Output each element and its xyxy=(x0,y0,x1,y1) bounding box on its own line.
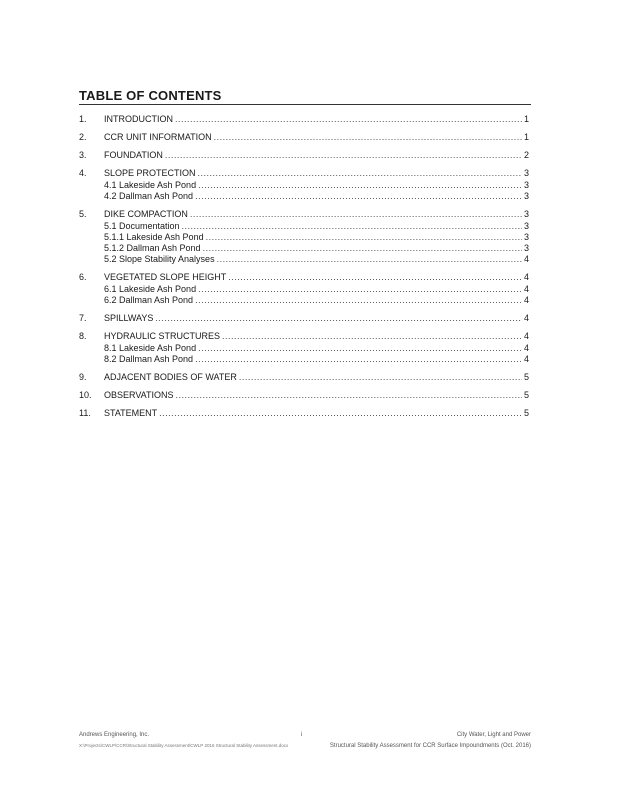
toc-entry-label: INTRODUCTION xyxy=(104,114,173,124)
toc-entry-number: 6. xyxy=(79,272,87,282)
toc-entry xyxy=(79,209,529,220)
toc-entry-page: 3 xyxy=(523,191,529,201)
toc-entry-label: 5.1.1 Lakeside Ash Pond xyxy=(104,232,204,242)
toc-entry-label: VEGETATED SLOPE HEIGHT xyxy=(104,272,227,282)
toc-leader-dots xyxy=(182,221,522,232)
footer-client: City Water, Light and Power xyxy=(456,732,531,738)
toc-entry-page: 5 xyxy=(523,372,529,382)
toc-title: TABLE OF CONTENTS xyxy=(79,88,222,103)
toc-entry xyxy=(79,254,529,265)
toc-entry xyxy=(79,372,529,383)
toc-entry-page: 4 xyxy=(523,295,529,305)
toc-entry xyxy=(79,191,529,202)
toc-leader-dots xyxy=(214,132,522,143)
toc-leader-dots xyxy=(228,272,522,283)
toc-entry xyxy=(79,390,529,401)
toc-entry-number: 10. xyxy=(79,390,92,400)
toc-entry-number: 4. xyxy=(79,168,87,178)
toc-entry xyxy=(79,284,529,295)
toc-entry-label: ADJACENT BODIES OF WATER xyxy=(104,372,237,382)
toc-entry xyxy=(79,168,529,179)
title-underline xyxy=(79,104,531,105)
toc-entry xyxy=(79,331,529,342)
toc-entry-label: 5.1.2 Dallman Ash Pond xyxy=(104,243,201,253)
toc-leader-dots xyxy=(203,243,522,254)
toc-leader-dots xyxy=(239,372,522,383)
toc-entry-label: 6.1 Lakeside Ash Pond xyxy=(104,284,197,294)
toc-entry-page: 1 xyxy=(523,114,529,124)
toc-entry xyxy=(79,114,529,125)
toc-entry-label: SLOPE PROTECTION xyxy=(104,168,196,178)
toc-entry xyxy=(79,354,529,365)
toc-entry-page: 4 xyxy=(523,284,529,294)
toc-leader-dots xyxy=(176,390,522,401)
toc-entry-page: 3 xyxy=(523,209,529,219)
toc-entry-label: FOUNDATION xyxy=(104,150,163,160)
toc-entry-label: HYDRAULIC STRUCTURES xyxy=(104,331,221,341)
toc-leader-dots xyxy=(198,180,522,191)
toc-entry-page: 4 xyxy=(523,343,529,353)
toc-entry-label: 4.1 Lakeside Ash Pond xyxy=(104,180,197,190)
toc-entry-number: 3. xyxy=(79,150,87,160)
toc-leader-dots xyxy=(206,232,522,243)
toc-entry xyxy=(79,408,529,419)
toc-leader-dots xyxy=(175,114,522,125)
toc-entry-page: 3 xyxy=(523,232,529,242)
toc-entry-label: 5.2 Slope Stability Analyses xyxy=(104,254,215,264)
toc-leader-dots xyxy=(195,295,522,306)
toc-entry-page: 1 xyxy=(523,132,529,142)
toc-entry xyxy=(79,272,529,283)
toc-entry-page: 4 xyxy=(523,331,529,341)
toc-entry-label: 4.2 Dallman Ash Pond xyxy=(104,191,194,201)
toc-entry xyxy=(79,232,529,243)
toc-entry-number: 9. xyxy=(79,372,87,382)
toc-entry-label: 5.1 Documentation xyxy=(104,221,180,231)
toc-entry-label: OBSERVATIONS xyxy=(104,390,174,400)
toc-entry xyxy=(79,243,529,254)
toc-leader-dots xyxy=(222,331,522,342)
table-of-contents xyxy=(79,114,529,419)
toc-entry-label: STATEMENT xyxy=(104,408,158,418)
toc-entry-number: 5. xyxy=(79,209,87,219)
toc-entry-page: 2 xyxy=(523,150,529,160)
toc-entry-label: SPILLWAYS xyxy=(104,313,154,323)
toc-entry-label: 6.2 Dallman Ash Pond xyxy=(104,295,194,305)
toc-entry-label: CCR UNIT INFORMATION xyxy=(104,132,212,142)
toc-entry-label: 8.2 Dallman Ash Pond xyxy=(104,354,194,364)
toc-entry-page: 4 xyxy=(523,254,529,264)
toc-leader-dots xyxy=(195,354,522,365)
toc-entry-number: 8. xyxy=(79,331,87,341)
toc-entry xyxy=(79,221,529,232)
toc-leader-dots xyxy=(198,343,522,354)
toc-leader-dots xyxy=(198,168,522,179)
toc-entry xyxy=(79,150,529,161)
toc-entry-label: DIKE COMPACTION xyxy=(104,209,188,219)
toc-entry-page: 5 xyxy=(523,390,529,400)
toc-entry xyxy=(79,132,529,143)
toc-entry xyxy=(79,295,529,306)
toc-leader-dots xyxy=(159,408,522,419)
toc-leader-dots xyxy=(155,313,522,324)
footer-company: Andrews Engineering, Inc. xyxy=(79,732,150,738)
toc-leader-dots xyxy=(198,284,522,295)
footer-file-path: X:\Projects\CWLP\CCR\Structural Stability Assessment\CWLP 2016 Structural Stability Assessment.docx xyxy=(79,743,289,748)
toc-leader-dots xyxy=(165,150,522,161)
toc-entry-label: 8.1 Lakeside Ash Pond xyxy=(104,343,197,353)
toc-entry-page: 4 xyxy=(523,354,529,364)
toc-entry-page: 4 xyxy=(523,272,529,282)
toc-entry-page: 5 xyxy=(523,408,529,418)
toc-entry xyxy=(79,180,529,191)
toc-entry-page: 3 xyxy=(523,221,529,231)
toc-entry-page: 3 xyxy=(523,168,529,178)
toc-entry xyxy=(79,313,529,324)
toc-entry xyxy=(79,343,529,354)
toc-leader-dots xyxy=(195,191,522,202)
toc-entry-page: 3 xyxy=(523,243,529,253)
toc-entry-page: 4 xyxy=(523,313,529,323)
toc-entry-number: 2. xyxy=(79,132,87,142)
toc-entry-number: 11. xyxy=(79,408,91,418)
footer-document-title: Structural Stability Assessment for CCR Surface Impoundments (Oct. 2016) xyxy=(329,743,531,749)
footer-page-number: i xyxy=(301,732,303,738)
toc-entry-page: 3 xyxy=(523,180,529,190)
toc-leader-dots xyxy=(190,209,522,220)
toc-leader-dots xyxy=(217,254,522,265)
toc-entry-number: 1. xyxy=(79,114,87,124)
toc-entry-number: 7. xyxy=(79,313,87,323)
